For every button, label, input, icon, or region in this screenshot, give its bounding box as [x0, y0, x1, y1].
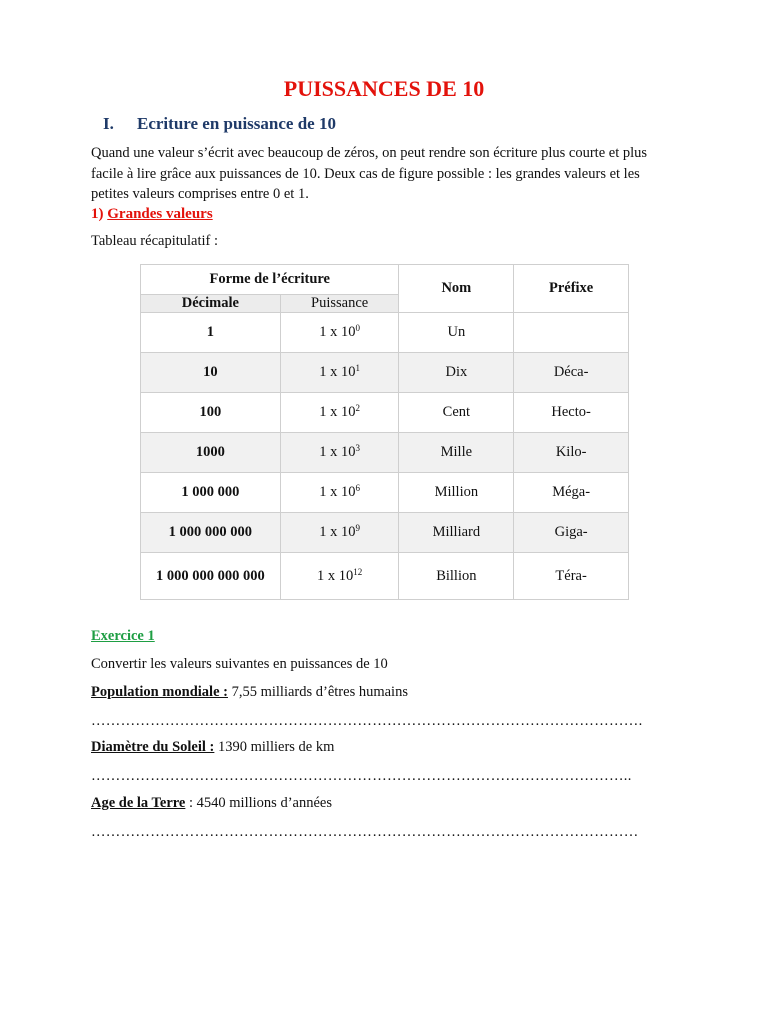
table-group-header: Forme de l’écriture — [141, 265, 399, 295]
subsection-label: Grandes valeurs — [107, 206, 213, 222]
answer-line[interactable]: ………………………………………………………………………………………………… — [91, 824, 639, 840]
power-cell — [280, 393, 399, 433]
power-cell — [280, 553, 399, 600]
table-header-prefix: Préfixe — [514, 265, 629, 313]
table-row — [141, 553, 629, 600]
name-cell: Million — [399, 473, 514, 513]
answer-line[interactable]: …………………………………………………………………………………………………. — [91, 713, 643, 729]
subsection-number: 1) — [91, 206, 104, 222]
table-row — [141, 513, 629, 553]
prefix-cell: Téra- — [514, 553, 629, 600]
name-cell: Dix — [399, 353, 514, 393]
name-cell: Cent — [399, 393, 514, 433]
question-sun-diameter — [91, 739, 334, 756]
table-row — [141, 313, 629, 353]
decimal-cell: 1 000 000 — [141, 473, 281, 513]
recap-label: Tableau récapitulatif : — [91, 233, 219, 249]
powers-table — [140, 264, 629, 600]
prefix-cell: Déca- — [514, 353, 629, 393]
power-base: 1 x 10 — [319, 324, 356, 340]
table-header-decimal: Décimale — [141, 295, 281, 313]
table-row — [141, 393, 629, 433]
power-exponent: 12 — [353, 566, 363, 577]
name-cell: Un — [399, 313, 514, 353]
power-cell — [280, 313, 399, 353]
question-label: Population mondiale : — [91, 684, 228, 700]
exercise-intro: Convertir les valeurs suivantes en puissances de 10 — [91, 656, 388, 672]
decimal-cell: 10 — [141, 353, 281, 393]
name-cell: Mille — [399, 433, 514, 473]
question-label: Diamètre du Soleil : — [91, 739, 215, 755]
name-cell: Milliard — [399, 513, 514, 553]
power-base: 1 x 10 — [319, 524, 356, 540]
power-base: 1 x 10 — [316, 567, 354, 584]
power-base: 1 x 10 — [319, 404, 356, 420]
power-exponent: 9 — [355, 523, 360, 533]
decimal-cell: 1 000 000 000 000 — [141, 553, 281, 600]
power-exponent: 2 — [355, 403, 360, 413]
power-exponent: 3 — [355, 443, 360, 453]
name-cell: Billion — [399, 553, 514, 600]
answer-line[interactable]: ……………………………………………………………………………………………….. — [91, 768, 632, 784]
prefix-cell: Kilo- — [514, 433, 629, 473]
section-heading — [103, 114, 336, 134]
decimal-cell: 1000 — [141, 433, 281, 473]
prefix-cell: Giga- — [514, 513, 629, 553]
power-cell — [280, 473, 399, 513]
power-exponent: 0 — [355, 323, 360, 333]
intro-paragraph: Quand une valeur s’écrit avec beaucoup de zéros, on peut rendre son écriture plus courte et plus facile à lire grâce aux puissances de 10. Deux cas de figure possible : les grandes valeurs et les petites valeurs comprises entre 0 et 1. — [91, 145, 648, 202]
table-header-name: Nom — [399, 265, 514, 313]
power-cell — [280, 353, 399, 393]
power-cell — [280, 513, 399, 553]
question-label: Age de la Terre — [91, 795, 186, 811]
exercise-title: Exercice 1 — [91, 628, 155, 644]
question-text: 1390 milliers de km — [214, 739, 335, 755]
power-base: 1 x 10 — [319, 364, 356, 380]
power-exponent: 6 — [355, 483, 360, 493]
question-earth-age — [91, 795, 332, 812]
question-population — [91, 684, 408, 701]
power-exponent: 1 — [355, 363, 360, 373]
decimal-cell: 1 — [141, 313, 281, 353]
table-row — [141, 433, 629, 473]
table-row — [141, 473, 629, 513]
prefix-cell: Hecto- — [514, 393, 629, 433]
section-number: I. — [103, 114, 114, 133]
question-text: : 4540 millions d’années — [185, 795, 332, 811]
page-title: PUISSANCES DE 10 — [283, 76, 485, 101]
table-row — [141, 353, 629, 393]
question-text: 7,55 milliards d’êtres humains — [227, 684, 408, 700]
section-label: Ecriture en puissance de 10 — [137, 114, 336, 133]
decimal-cell: 100 — [141, 393, 281, 433]
prefix-cell — [514, 313, 629, 353]
power-base: 1 x 10 — [319, 444, 356, 460]
power-base: 1 x 10 — [319, 484, 356, 500]
prefix-cell: Méga- — [514, 473, 629, 513]
subsection-heading — [91, 206, 213, 223]
decimal-cell: 1 000 000 000 — [141, 513, 281, 553]
power-cell — [280, 433, 399, 473]
table-header-power: Puissance — [280, 295, 399, 313]
